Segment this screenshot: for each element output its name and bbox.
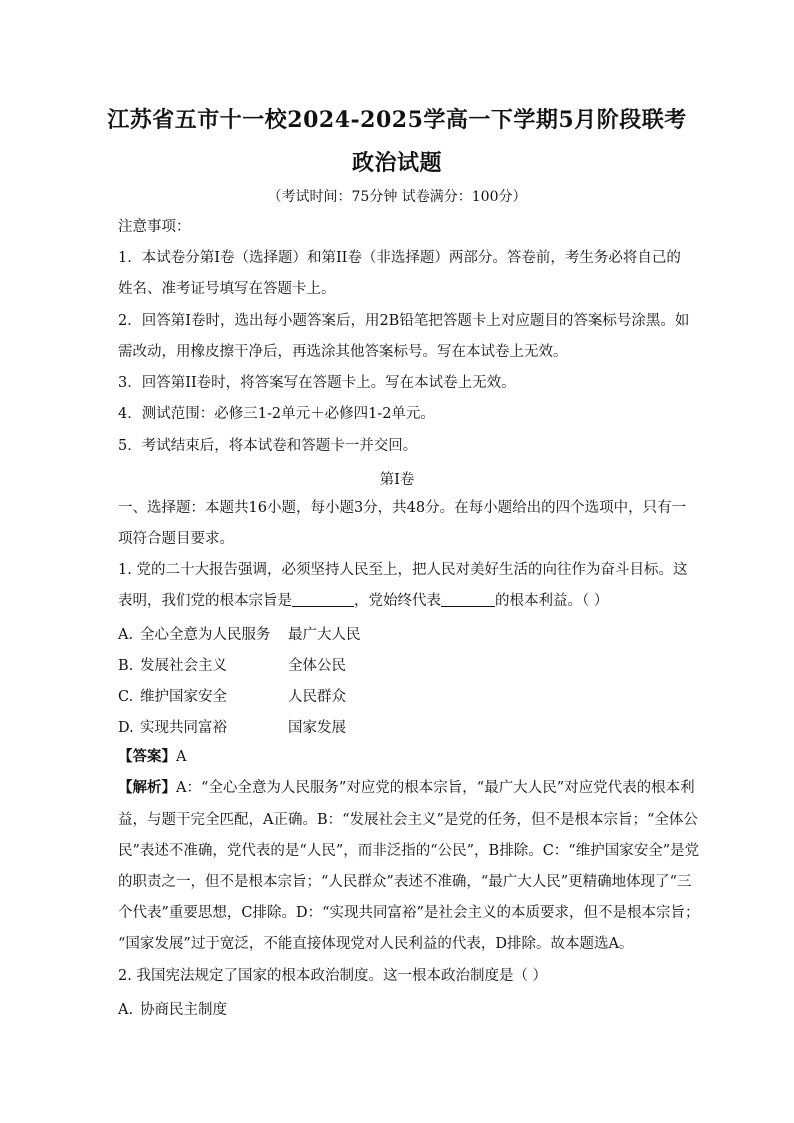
- option-second: 最广大人民: [288, 627, 361, 643]
- question-2-stem: 2. 我国宪法规定了国家的根本政治制度。这一根本政治制度是（ ）: [118, 968, 548, 984]
- notes-line: 2．回答第I卷时，选出每小题答案后，用2B铅笔把答题卡上对应题目的答案标号涂黑。如: [118, 313, 690, 329]
- question-1-stem-part: ，党始终代表: [354, 593, 441, 609]
- section-title: 第I卷: [379, 472, 415, 488]
- option-first: 全心全意为人民服务: [140, 627, 271, 643]
- question-1-stem-part: 的根本利益。（ ）: [495, 593, 609, 609]
- answer-blank: [292, 592, 354, 607]
- question-1-answer: [118, 748, 186, 766]
- exam-title-line1: 江苏省五市十一校2024-2025学高一下学期5月阶段联考: [107, 107, 687, 133]
- question-1-stem-part: 表明，我们党的根本宗旨是: [118, 593, 292, 609]
- analysis-line: 的职责之一，但不是根本宗旨；“人民群众”表述不准确，“最广大人民”更精确地体现了“三: [118, 874, 692, 890]
- analysis-label: 【解析】: [118, 779, 176, 796]
- notes-line: 3．回答第II卷时，将答案写在答题卡上。写在本试卷上无效。: [118, 375, 516, 391]
- notes-line: 1．本试卷分第I卷（选择题）和第II卷（非选择题）两部分。答卷前，考生务必将自己的: [118, 250, 681, 266]
- question-2-option-a: [118, 998, 227, 1019]
- question-1-option-a: [118, 623, 361, 644]
- notes-line: 5．考试结束后，将本试卷和答题卡一并交回。: [118, 438, 418, 454]
- analysis-line: 民”表述不准确，党代表的是“人民”，而非泛指的“公民”，B排除。C：“维护国家安全”是党: [118, 843, 700, 859]
- analysis-line: 个代表”重要思想，C排除。D：“实现共同富裕”是社会主义的本质要求，但不是根本宗旨；: [118, 905, 700, 921]
- option-second: 国家发展: [288, 720, 346, 736]
- option-second: 人民群众: [288, 689, 346, 705]
- section-intro: 项符合题目要求。: [118, 531, 234, 547]
- analysis-line: 益，与题干完全匹配，A正确。B：“发展社会主义”是党的任务，但不是根本宗旨；“全体公: [118, 812, 698, 828]
- option-first: 协商民主制度: [140, 1002, 227, 1018]
- analysis-line: “国家发展”过于宽泛，不能直接体现党对人民利益的代表，D排除。故本题选A。: [118, 936, 634, 952]
- option-letter: A.: [118, 1002, 134, 1018]
- exam-title-line2: 政治试题: [351, 150, 442, 176]
- question-1-analysis: [118, 779, 695, 797]
- answer-value: A: [176, 749, 187, 765]
- exam-time-info: （考试时间：75分钟 试卷满分：100分）: [267, 189, 527, 205]
- notes-line: 姓名、准考证号填写在答题卡上。: [118, 281, 336, 297]
- option-first: 维护国家安全: [140, 689, 227, 705]
- option-letter: D.: [118, 720, 134, 736]
- notes-line: 4．测试范围：必修三1-2单元＋必修四1-2单元。: [118, 406, 435, 422]
- question-1-option-d: [118, 716, 346, 737]
- option-first: 实现共同富裕: [140, 720, 227, 736]
- question-1-option-c: [118, 685, 346, 706]
- analysis-text: A：“全心全意为人民服务”对应党的根本宗旨，“最广大人民”对应党代表的根本利: [176, 780, 695, 796]
- option-second: 全体公民: [288, 658, 346, 674]
- question-1-option-b: [118, 654, 346, 675]
- question-1-stem: 1. 党的二十大报告强调，必须坚持人民至上，把人民对美好生活的向往作为奋斗目标。这: [118, 562, 688, 578]
- option-first: 发展社会主义: [140, 658, 227, 674]
- option-letter: C.: [118, 689, 134, 705]
- notes-heading: 注意事项：: [118, 219, 191, 235]
- answer-label: 【答案】: [118, 748, 176, 765]
- question-1-stem-line2: [118, 592, 608, 610]
- section-intro: 一、选择题：本题共16小题，每小题3分，共48分。在每小题给出的四个选项中，只有一: [118, 500, 687, 516]
- option-letter: A.: [118, 627, 134, 643]
- notes-line: 需改动，用橡皮擦干净后，再选涂其他答案标号。写在本试卷上无效。: [118, 344, 568, 360]
- option-letter: B.: [118, 658, 134, 674]
- answer-blank: [441, 592, 495, 607]
